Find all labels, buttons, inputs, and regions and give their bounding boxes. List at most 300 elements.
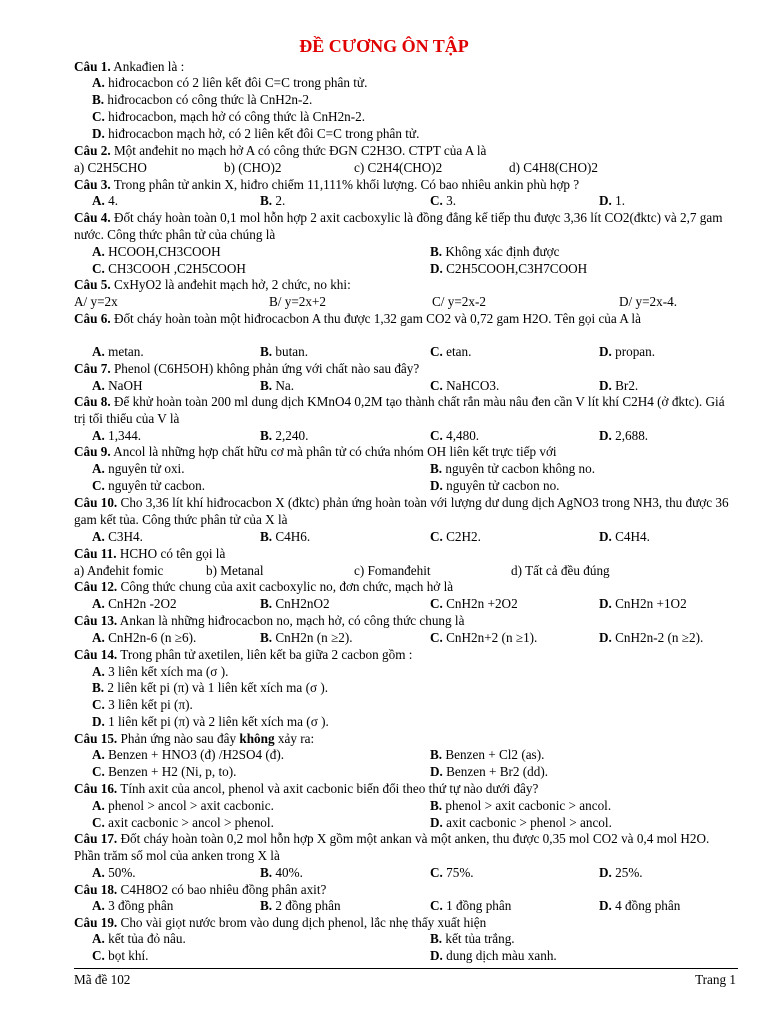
question-stem [74,393,738,427]
question-stem [74,494,738,528]
question-stem [74,830,738,864]
question-stem [74,730,738,747]
question-text: Phenol (C6H5OH) không phản ứng với chất nào sau đây? [110,361,420,376]
page-title: ĐỀ CƯƠNG ÔN TẬP [299,36,469,56]
option-row [92,108,738,125]
option-text: C2H5COOH,C3H7COOH [446,261,588,276]
option-letter: D. [599,193,616,208]
option-text: A/ y=2x [74,294,118,309]
option-text: 2 đồng phân [275,898,341,913]
option-text: Benzen + Br2 (dd). [446,764,549,779]
answer-option-b [260,343,308,360]
option-row [92,814,738,831]
answer-option-b [269,293,326,310]
option-row [74,293,738,310]
option-row [92,125,738,142]
option-letter: D. [430,815,447,830]
option-letter: B. [430,798,446,813]
option-text: Benzen + Cl2 (as). [445,747,545,762]
answer-option-c [92,260,246,277]
question-text: Ankađien là : [110,59,185,74]
option-text: Benzen + H2 (Ni, p, to). [108,764,237,779]
question-text: Công thức chung của axit cacboxylic no, đơn chức, mạch hở là [117,579,454,594]
answer-option-a [92,930,186,947]
option-letter: B. [260,596,276,611]
question-label: Câu 6. [74,311,111,326]
answer-option-c [430,629,537,646]
option-text: hiđrocacbon có 2 liên kết đôi C=C trong phân tử. [108,75,368,90]
option-text: C3H4. [108,529,143,544]
answer-option-c [430,377,499,394]
option-letter: B. [430,461,446,476]
page-number: Trang 1 [695,972,736,987]
option-text: propan. [615,344,656,359]
option-text: hiđrocacbon mạch hở, có 2 liên kết đôi C=C trong phân tử. [108,126,420,141]
option-text: d) C4H8(CHO)2 [509,160,599,175]
option-letter: A. [92,798,109,813]
question-text: Ancol là những hợp chất hữu cơ mà phân tử có chứa nhóm OH liên kết trực tiếp với [110,444,557,459]
answer-option-c [430,427,479,444]
option-row [92,797,738,814]
option-text: axit cacbonic > phenol > ancol. [446,815,612,830]
option-text: 4 đồng phân [615,898,681,913]
answer-option-c [430,343,471,360]
option-letter: B. [260,344,276,359]
answer-option-b [430,460,595,477]
question-label: Câu 7. [74,361,111,376]
answer-option-a [92,192,118,209]
option-text: CnH2n +2O2 [446,596,518,611]
answer-option-b [260,864,303,881]
question-label: Câu 18. [74,882,118,897]
answer-option-a [92,243,221,260]
answer-option-c [430,192,456,209]
option-letter: C. [92,764,109,779]
answer-option-c [430,595,518,612]
option-text: 3 đồng phân [108,898,174,913]
option-text: d) Tất cả đều đúng [511,563,610,578]
option-text: 50%. [108,865,136,880]
option-letter: B. [260,865,276,880]
answer-option-a [74,293,118,310]
option-text: CnH2n+2 (n ≥1). [446,630,538,645]
option-text: butan. [275,344,308,359]
option-row [92,679,738,696]
question-text: Trong phân tử ankin X, hiđro chiếm 11,111% khối lượng. Có bao nhiêu ankin phù hợp ? [110,177,580,192]
answer-option-a [92,460,185,477]
option-letter: A. [92,747,109,762]
option-text: dung dịch màu xanh. [446,948,557,963]
option-letter: C. [92,815,109,830]
option-text: D/ y=2x-4. [619,294,677,309]
option-letter: A. [92,378,109,393]
option-letter: A. [92,931,109,946]
option-row [74,159,738,176]
question-label: Câu 10. [74,495,118,510]
option-text: CnH2n +1O2 [615,596,687,611]
option-text: etan. [446,344,472,359]
option-text: HCOOH,CH3COOH [108,244,221,259]
option-row [92,595,738,612]
option-letter: C. [430,344,447,359]
option-letter: D. [599,898,616,913]
question-stem [74,142,738,159]
option-text: axit cacbonic > ancol > phenol. [108,815,274,830]
option-text: phenol > ancol > axit cacbonic. [108,798,274,813]
option-row [92,528,738,545]
option-letter: B. [92,92,108,107]
option-row [92,696,738,713]
answer-option-a [92,427,141,444]
question-label: Câu 16. [74,781,118,796]
option-text: kết tủa trắng. [445,931,515,946]
option-row [92,930,738,947]
option-text: hiđrocacbon, mạch hở có công thức là CnH2n-2. [108,109,366,124]
option-letter: A. [92,244,109,259]
option-text: C4H6. [275,529,311,544]
option-letter: C. [92,478,109,493]
option-row [92,377,738,394]
question-text: Phản ứng nào sau đây [117,731,240,746]
answer-option-b [430,746,544,763]
option-text: hiđrocacbon có công thức là CnH2n-2. [107,92,313,107]
option-letter: A. [92,428,109,443]
option-text: CnH2n-6 (n ≥6). [108,630,197,645]
answer-option-d [430,763,548,780]
option-row [92,243,738,260]
option-text: CnH2n -2O2 [108,596,177,611]
question-stem [74,578,738,595]
option-letter: B. [92,680,108,695]
question-text: Để khử hoàn toàn 200 ml dung dịch KMnO4 0,2M tạo thành chất rắn màu nâu đen cần V lít khí C2H4 (ở đktc). Giá trị tối thiểu của V là [74,394,725,426]
answer-option-d [599,192,625,209]
question-label: Câu 14. [74,647,118,662]
option-letter: C. [92,948,109,963]
option-text: 2,688. [615,428,649,443]
answer-option-c [92,947,148,964]
answer-option-a [92,629,196,646]
option-letter: C. [92,697,109,712]
question-label: Câu 1. [74,59,111,74]
answer-option-a [92,746,284,763]
option-letter: B. [260,193,276,208]
option-letter: A. [92,630,109,645]
question-stem [74,58,738,75]
option-letter: B. [260,630,276,645]
answer-option-d [599,377,638,394]
exam-code: Mã đề 102 [74,972,131,987]
question-label: Câu 8. [74,394,111,409]
answer-option-a [92,663,228,680]
emphasis-text: không [239,731,275,746]
answer-option-b [224,159,282,176]
answer-option-d [599,427,648,444]
option-letter: C. [430,529,447,544]
answer-option-d [599,343,655,360]
option-letter: B. [260,529,276,544]
answer-option-c [92,696,193,713]
answer-option-a [74,562,163,579]
question-text: Trong phân tử axetilen, liên kết ba giữa 2 cacbon gồm : [117,647,413,662]
option-text: nguyên tử cacbon no. [446,478,560,493]
answer-option-a [92,864,136,881]
option-text: 1,344. [108,428,142,443]
option-letter: A. [92,898,109,913]
option-text: 2 liên kết pi (π) và 1 liên kết xích ma (σ ). [107,680,329,695]
answer-option-d [92,713,329,730]
option-letter: B. [260,898,276,913]
answer-option-b [92,679,328,696]
option-letter: B. [430,747,446,762]
option-text: Br2. [615,378,639,393]
option-text: 2. [275,193,286,208]
question-text: CxHyO2 là anđehit mạch hở, 2 chức, no khi: [110,277,351,292]
question-stem [74,310,738,344]
answer-option-c [92,108,365,125]
option-text: Benzen + HNO3 (đ) /H2SO4 (đ). [108,747,285,762]
option-row [92,91,738,108]
question-stem [74,914,738,931]
option-text: 1 liên kết pi (π) và 2 liên kết xích ma (σ ). [108,714,329,729]
option-row [92,897,738,914]
option-letter: B. [430,931,446,946]
option-letter: A. [92,664,109,679]
option-row [92,477,738,494]
answer-option-d [430,814,612,831]
question-label: Câu 17. [74,831,118,846]
option-letter: D. [599,378,616,393]
option-letter: D. [430,764,447,779]
question-text: Đốt cháy hoàn toàn 0,2 mol hỗn hợp X gồm một ankan và một anken, thu được 0,35 mol CO2 và 0,4 mol H2O. Phần trăm số mol của anken trong X là [74,831,710,863]
question-text: Tính axit của ancol, phenol và axit cacbonic biến đổi theo thứ tự nào dưới đây? [117,781,539,796]
question-label: Câu 11. [74,546,117,561]
answer-option-b [260,595,330,612]
option-letter: C. [430,630,447,645]
option-text: phenol > axit cacbonic > ancol. [445,798,612,813]
answer-option-c [354,562,431,579]
question-stem [74,881,738,898]
answer-option-b [260,192,285,209]
option-letter: C. [430,428,447,443]
option-row [92,713,738,730]
option-letter: D. [430,948,447,963]
footer-divider [74,968,738,969]
answer-option-d [511,562,610,579]
question-label: Câu 9. [74,444,111,459]
option-text: a) Anđehit fomic [74,563,164,578]
question-label: Câu 3. [74,177,111,192]
answer-option-a [92,797,274,814]
option-row [74,562,738,579]
option-text: a) C2H5CHO [74,160,147,175]
answer-option-d [599,595,687,612]
option-letter: A. [92,193,109,208]
option-letter: B. [260,378,276,393]
question-stem [74,360,738,377]
option-letter: A. [92,344,109,359]
question-label: Câu 4. [74,210,111,225]
answer-option-c [430,864,474,881]
question-text: Đốt cháy hoàn toàn 0,1 mol hỗn hợp 2 axit cacboxylic là đồng đẳng kế tiếp thu được 3,36 lít CO2(đktc) và 2,7 gam nước. Công thức phân tử của chúng là [74,210,723,242]
option-text: c) C2H4(CHO)2 [354,160,443,175]
answer-option-a [92,377,143,394]
answer-option-d [430,260,587,277]
option-row [92,947,738,964]
option-letter: C. [430,865,447,880]
question-text: Đốt cháy hoàn toàn một hiđrocacbon A thu được 1,32 gam CO2 và 0,72 gam H2O. Tên gọi của A là [110,311,641,326]
option-text: 3. [446,193,457,208]
option-text: B/ y=2x+2 [269,294,327,309]
option-text: 2,240. [275,428,309,443]
answer-option-b [260,377,294,394]
option-text: C/ y=2x-2 [432,294,486,309]
answer-option-b [92,91,312,108]
answer-option-c [92,763,236,780]
question-text: Ankan là những hiđrocacbon no, mạch hở, có công thức chung là [117,613,465,628]
option-letter: B. [430,244,446,259]
option-letter: D. [92,714,109,729]
question-label: Câu 15. [74,731,118,746]
option-text: nguyên tử cacbon không no. [445,461,596,476]
option-row [92,629,738,646]
option-row [92,74,738,91]
question-label: Câu 12. [74,579,118,594]
answer-option-a [92,343,144,360]
question-label: Câu 5. [74,277,111,292]
question-label: Câu 2. [74,143,111,158]
answer-option-d [619,293,677,310]
option-text: 3 liên kết xích ma (σ ). [108,664,229,679]
answer-option-d [430,477,559,494]
option-letter: C. [430,596,447,611]
option-row [92,663,738,680]
option-letter: D. [599,344,616,359]
option-letter: C. [92,261,109,276]
answer-option-d [599,864,643,881]
option-letter: A. [92,75,109,90]
option-text: 25%. [615,865,643,880]
question-stem [74,646,738,663]
answer-option-d [92,125,419,142]
option-letter: D. [599,865,616,880]
option-text: NaHCO3. [446,378,500,393]
question-text: HCHO có tên gọi là [116,546,226,561]
option-text: CnH2n-2 (n ≥2). [615,630,704,645]
option-letter: D. [599,596,616,611]
answer-option-b [430,797,611,814]
option-letter: C. [430,898,447,913]
option-text: CnH2n (n ≥2). [275,630,353,645]
option-text: Không xác định được [445,244,560,259]
option-text: c) Fomanđehit [354,563,431,578]
answer-option-b [260,528,310,545]
question-stem [74,276,738,293]
answer-option-b [206,562,264,579]
question-stem [74,209,738,243]
option-row [92,427,738,444]
option-letter: C. [430,193,447,208]
question-stem [74,443,738,460]
option-text: 4. [108,193,119,208]
answer-option-c [432,293,486,310]
answer-option-a [92,74,367,91]
question-text: Cho 3,36 lít khí hiđrocacbon X (đktc) phản ứng hoàn toàn với lượng dư dung dịch AgNO3 trong NH3, thu được 36 gam kết tủa. Công thức phân tử của X là [74,495,729,527]
answer-option-d [599,629,703,646]
option-text: 40%. [275,865,303,880]
answer-option-b [260,427,308,444]
answer-option-d [599,528,650,545]
answer-option-c [430,528,481,545]
option-row [92,746,738,763]
option-row [92,864,738,881]
question-text: Cho vài giọt nước brom vào dung dịch phenol, lắc nhẹ thấy xuất hiện [117,915,487,930]
question-stem [74,545,738,562]
option-text: b) Metanal [206,563,264,578]
question-stem [74,780,738,797]
answer-option-c [92,814,274,831]
option-text: nguyên tử cacbon. [108,478,205,493]
option-letter: D. [430,261,447,276]
option-letter: A. [92,596,109,611]
question-label: Câu 13. [74,613,118,628]
question-stem [74,176,738,193]
option-text: 75%. [446,865,474,880]
answer-option-a [92,897,173,914]
option-row [92,192,738,209]
option-row [92,343,738,360]
answer-option-b [260,629,353,646]
answer-option-b [430,243,560,260]
option-text: C2H2. [446,529,481,544]
option-text: 4,480. [446,428,480,443]
option-text: 1. [615,193,626,208]
option-letter: C. [92,109,109,124]
question-text: xảy ra: [274,731,315,746]
option-text: C4H4. [615,529,650,544]
option-text: kết tủa đỏ nâu. [108,931,186,946]
answer-option-b [430,930,515,947]
question-stem [74,612,738,629]
option-text: nguyên tử oxi. [108,461,185,476]
option-row [92,260,738,277]
answer-option-d [509,159,598,176]
option-letter: C. [430,378,447,393]
option-letter: A. [92,865,109,880]
option-text: b) (CHO)2 [224,160,282,175]
option-letter: B. [260,428,276,443]
option-text: CnH2nO2 [275,596,330,611]
option-letter: A. [92,461,109,476]
option-text: CH3COOH ,C2H5COOH [108,261,246,276]
answer-option-c [354,159,442,176]
answer-option-c [430,897,511,914]
option-letter: D. [599,630,616,645]
option-letter: D. [430,478,447,493]
option-text: NaOH [108,378,143,393]
option-text: Na. [275,378,295,393]
question-text: Một anđehit no mạch hở A có công thức ĐGN C2H3O. CTPT của A là [110,143,487,158]
option-text: bọt khí. [108,948,149,963]
option-letter: D. [599,428,616,443]
option-letter: D. [92,126,109,141]
option-letter: A. [92,529,109,544]
answer-option-d [599,897,680,914]
option-letter: D. [599,529,616,544]
option-text: 3 liên kết pi (π). [108,697,193,712]
answer-option-a [92,528,143,545]
option-row [92,460,738,477]
option-text: metan. [108,344,144,359]
